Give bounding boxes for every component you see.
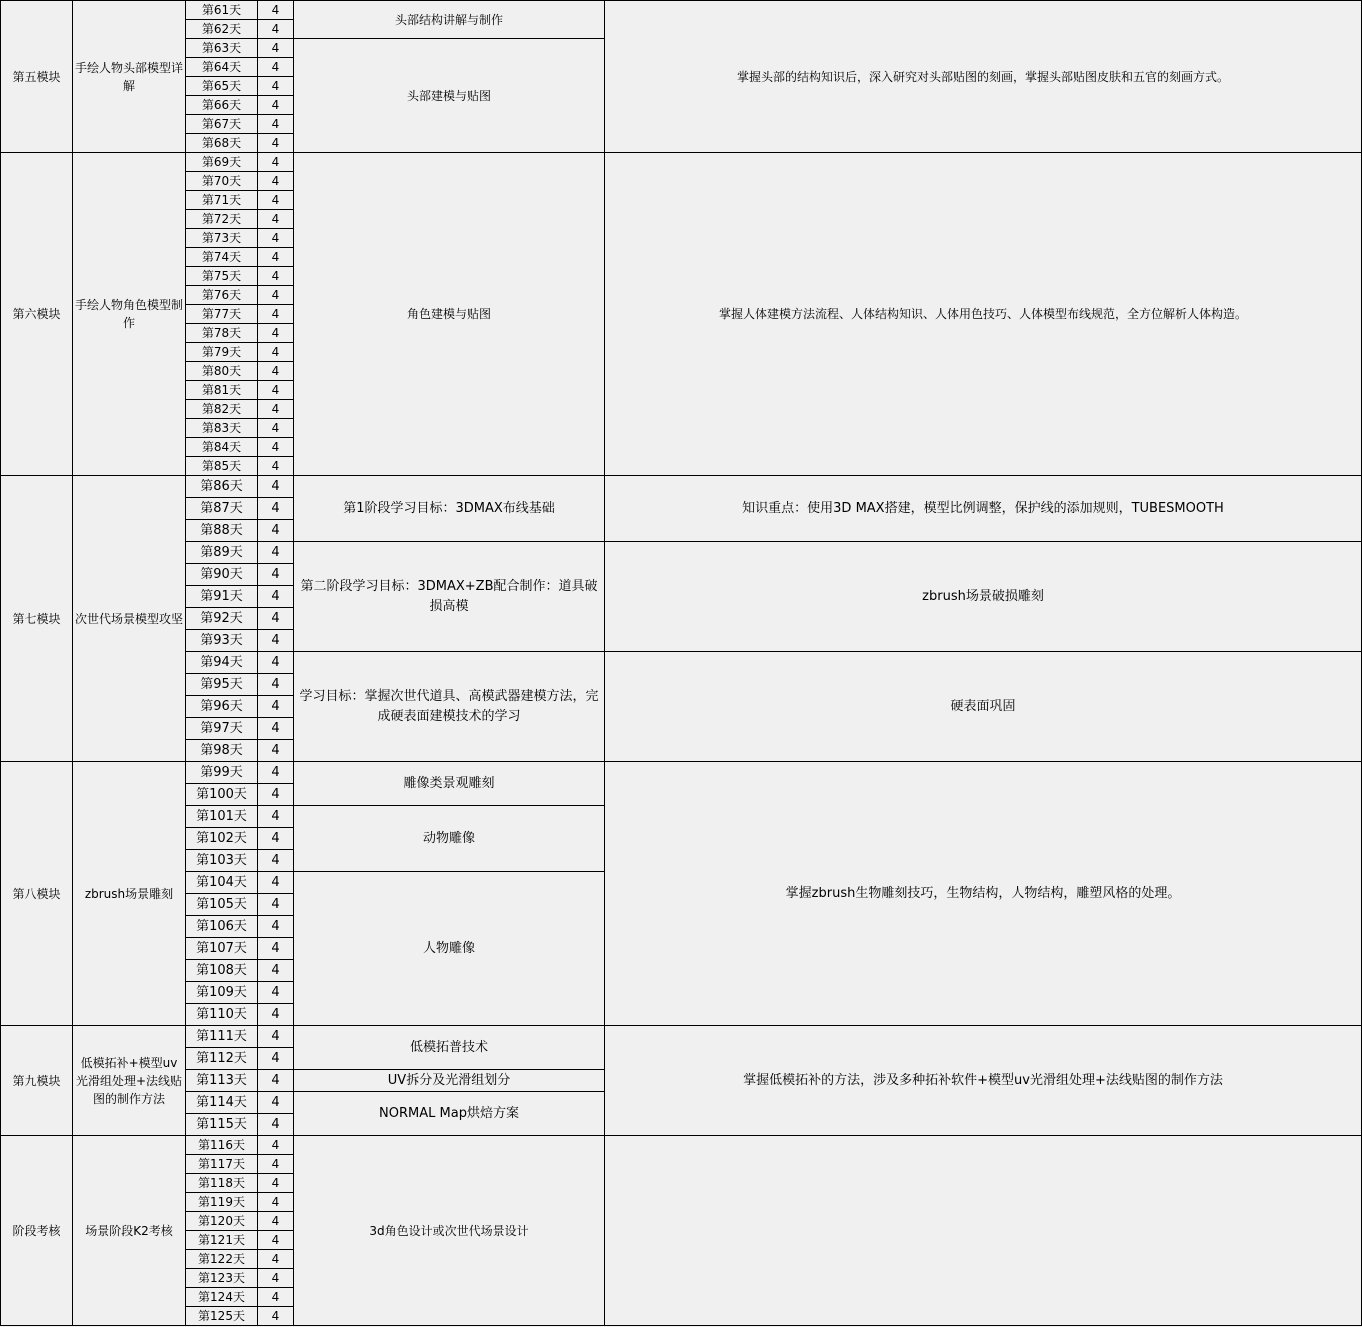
hours-cell: 4 [258, 674, 294, 696]
hours-cell: 4 [258, 153, 294, 172]
day-cell: 第82天 [186, 400, 258, 419]
hours-cell: 4 [258, 784, 294, 806]
day-cell: 第70天 [186, 172, 258, 191]
day-cell: 第96天 [186, 696, 258, 718]
goal-cell: 硬表面巩固 [605, 652, 1362, 762]
day-cell: 第95天 [186, 674, 258, 696]
goal-cell: 掌握人体建模方法流程、人体结构知识、人体用色技巧、人体模型布线规范，全方位解析人体构造。 [605, 153, 1362, 476]
day-cell: 第121天 [186, 1231, 258, 1250]
table-row [1, 153, 1362, 172]
module-name-cell: 第六模块 [1, 153, 73, 476]
hours-cell: 4 [258, 39, 294, 58]
day-cell: 第100天 [186, 784, 258, 806]
hours-cell: 4 [258, 381, 294, 400]
hours-cell: 4 [258, 172, 294, 191]
day-cell: 第65天 [186, 77, 258, 96]
hours-cell: 4 [258, 806, 294, 828]
table-row [1, 1136, 1362, 1155]
hours-cell: 4 [258, 267, 294, 286]
hours-cell: 4 [258, 362, 294, 381]
day-cell: 第123天 [186, 1269, 258, 1288]
day-cell: 第78天 [186, 324, 258, 343]
day-cell: 第86天 [186, 476, 258, 498]
goal-cell: 掌握低模拓补的方法，涉及多种拓补软件+模型uv光滑组处理+法线贴图的制作方法 [605, 1026, 1362, 1136]
day-cell: 第105天 [186, 894, 258, 916]
table-row [1, 1, 1362, 20]
hours-cell: 4 [258, 542, 294, 564]
topic-cell: 雕像类景观雕刻 [294, 762, 605, 806]
hours-cell: 4 [258, 20, 294, 39]
day-cell: 第112天 [186, 1048, 258, 1070]
hours-cell: 4 [258, 652, 294, 674]
day-cell: 第97天 [186, 718, 258, 740]
schedule-body [1, 1, 1362, 1326]
day-cell: 第109天 [186, 982, 258, 1004]
hours-cell: 4 [258, 1193, 294, 1212]
hours-cell: 4 [258, 1250, 294, 1269]
day-cell: 第72天 [186, 210, 258, 229]
hours-cell: 4 [258, 696, 294, 718]
course-title-cell: 手绘人物头部模型详解 [73, 1, 186, 153]
hours-cell: 4 [258, 1231, 294, 1250]
day-cell: 第114天 [186, 1092, 258, 1114]
hours-cell: 4 [258, 343, 294, 362]
hours-cell: 4 [258, 916, 294, 938]
day-cell: 第115天 [186, 1114, 258, 1136]
hours-cell: 4 [258, 938, 294, 960]
hours-cell: 4 [258, 1307, 294, 1326]
day-cell: 第102天 [186, 828, 258, 850]
hours-cell: 4 [258, 828, 294, 850]
goal-cell: 掌握头部的结构知识后，深入研究对头部贴图的刻画，掌握头部贴图皮肤和五官的刻画方式。 [605, 1, 1362, 153]
day-cell: 第63天 [186, 39, 258, 58]
day-cell: 第113天 [186, 1070, 258, 1092]
topic-cell: 学习目标：掌握次世代道具、高模武器建模方法，完成硬表面建模技术的学习 [294, 652, 605, 762]
day-cell: 第91天 [186, 586, 258, 608]
day-cell: 第81天 [186, 381, 258, 400]
day-cell: 第119天 [186, 1193, 258, 1212]
module-name-cell: 阶段考核 [1, 1136, 73, 1326]
module-name-cell: 第八模块 [1, 762, 73, 1026]
hours-cell: 4 [258, 520, 294, 542]
hours-cell: 4 [258, 718, 294, 740]
day-cell: 第108天 [186, 960, 258, 982]
topic-cell: 动物雕像 [294, 806, 605, 872]
day-cell: 第117天 [186, 1155, 258, 1174]
goal-cell: 知识重点：使用3D MAX搭建，模型比例调整，保护线的添加规则，TUBESMOOTH [605, 476, 1362, 542]
day-cell: 第75天 [186, 267, 258, 286]
topic-cell: 角色建模与贴图 [294, 153, 605, 476]
day-cell: 第84天 [186, 438, 258, 457]
hours-cell: 4 [258, 305, 294, 324]
day-cell: 第99天 [186, 762, 258, 784]
day-cell: 第124天 [186, 1288, 258, 1307]
hours-cell: 4 [258, 608, 294, 630]
course-title-cell: 低模拓补+模型uv光滑组处理+法线贴图的制作方法 [73, 1026, 186, 1136]
hours-cell: 4 [258, 1, 294, 20]
table-row [1, 652, 1362, 674]
table-row [1, 476, 1362, 498]
hours-cell: 4 [258, 1212, 294, 1231]
day-cell: 第118天 [186, 1174, 258, 1193]
day-cell: 第93天 [186, 630, 258, 652]
day-cell: 第88天 [186, 520, 258, 542]
hours-cell: 4 [258, 1136, 294, 1155]
hours-cell: 4 [258, 872, 294, 894]
module-name-cell: 第七模块 [1, 476, 73, 762]
hours-cell: 4 [258, 1048, 294, 1070]
topic-cell: 低模拓普技术 [294, 1026, 605, 1070]
hours-cell: 4 [258, 1155, 294, 1174]
day-cell: 第66天 [186, 96, 258, 115]
hours-cell: 4 [258, 1114, 294, 1136]
day-cell: 第92天 [186, 608, 258, 630]
hours-cell: 4 [258, 1092, 294, 1114]
hours-cell: 4 [258, 564, 294, 586]
day-cell: 第62天 [186, 20, 258, 39]
hours-cell: 4 [258, 229, 294, 248]
hours-cell: 4 [258, 476, 294, 498]
day-cell: 第94天 [186, 652, 258, 674]
hours-cell: 4 [258, 740, 294, 762]
table-row [1, 542, 1362, 564]
hours-cell: 4 [258, 1288, 294, 1307]
day-cell: 第67天 [186, 115, 258, 134]
hours-cell: 4 [258, 1269, 294, 1288]
hours-cell: 4 [258, 960, 294, 982]
day-cell: 第90天 [186, 564, 258, 586]
table-row [1, 762, 1362, 784]
hours-cell: 4 [258, 498, 294, 520]
topic-cell: 头部结构讲解与制作 [294, 1, 605, 39]
hours-cell: 4 [258, 400, 294, 419]
day-cell: 第64天 [186, 58, 258, 77]
hours-cell: 4 [258, 586, 294, 608]
day-cell: 第80天 [186, 362, 258, 381]
course-title-cell: 场景阶段K2考核 [73, 1136, 186, 1326]
hours-cell: 4 [258, 762, 294, 784]
goal-cell [605, 1136, 1362, 1326]
hours-cell: 4 [258, 438, 294, 457]
day-cell: 第125天 [186, 1307, 258, 1326]
hours-cell: 4 [258, 134, 294, 153]
hours-cell: 4 [258, 457, 294, 476]
day-cell: 第103天 [186, 850, 258, 872]
goal-cell: 掌握zbrush生物雕刻技巧，生物结构，人物结构，雕塑风格的处理。 [605, 762, 1362, 1026]
topic-cell: 3d角色设计或次世代场景设计 [294, 1136, 605, 1326]
hours-cell: 4 [258, 58, 294, 77]
hours-cell: 4 [258, 894, 294, 916]
day-cell: 第98天 [186, 740, 258, 762]
hours-cell: 4 [258, 324, 294, 343]
topic-cell: UV拆分及光滑组划分 [294, 1070, 605, 1092]
hours-cell: 4 [258, 1070, 294, 1092]
day-cell: 第74天 [186, 248, 258, 267]
topic-cell: 第1阶段学习目标：3DMAX布线基础 [294, 476, 605, 542]
hours-cell: 4 [258, 1004, 294, 1026]
hours-cell: 4 [258, 191, 294, 210]
day-cell: 第71天 [186, 191, 258, 210]
day-cell: 第122天 [186, 1250, 258, 1269]
day-cell: 第89天 [186, 542, 258, 564]
hours-cell: 4 [258, 419, 294, 438]
hours-cell: 4 [258, 96, 294, 115]
day-cell: 第107天 [186, 938, 258, 960]
topic-cell: 头部建模与贴图 [294, 39, 605, 153]
hours-cell: 4 [258, 248, 294, 267]
day-cell: 第77天 [186, 305, 258, 324]
hours-cell: 4 [258, 210, 294, 229]
hours-cell: 4 [258, 286, 294, 305]
day-cell: 第111天 [186, 1026, 258, 1048]
day-cell: 第85天 [186, 457, 258, 476]
course-title-cell: zbrush场景雕刻 [73, 762, 186, 1026]
topic-cell: 人物雕像 [294, 872, 605, 1026]
module-name-cell: 第九模块 [1, 1026, 73, 1136]
hours-cell: 4 [258, 850, 294, 872]
day-cell: 第76天 [186, 286, 258, 305]
topic-cell: NORMAL Map烘焙方案 [294, 1092, 605, 1136]
day-cell: 第73天 [186, 229, 258, 248]
hours-cell: 4 [258, 982, 294, 1004]
hours-cell: 4 [258, 1174, 294, 1193]
hours-cell: 4 [258, 630, 294, 652]
course-title-cell: 次世代场景模型攻坚 [73, 476, 186, 762]
day-cell: 第87天 [186, 498, 258, 520]
hours-cell: 4 [258, 77, 294, 96]
hours-cell: 4 [258, 115, 294, 134]
hours-cell: 4 [258, 1026, 294, 1048]
course-title-cell: 手绘人物角色模型制作 [73, 153, 186, 476]
topic-cell: 第二阶段学习目标：3DMAX+ZB配合制作：道具破损高模 [294, 542, 605, 652]
day-cell: 第104天 [186, 872, 258, 894]
day-cell: 第120天 [186, 1212, 258, 1231]
day-cell: 第69天 [186, 153, 258, 172]
day-cell: 第79天 [186, 343, 258, 362]
table-row [1, 1026, 1362, 1048]
day-cell: 第106天 [186, 916, 258, 938]
module-name-cell: 第五模块 [1, 1, 73, 153]
goal-cell: zbrush场景破损雕刻 [605, 542, 1362, 652]
day-cell: 第110天 [186, 1004, 258, 1026]
day-cell: 第101天 [186, 806, 258, 828]
day-cell: 第116天 [186, 1136, 258, 1155]
day-cell: 第68天 [186, 134, 258, 153]
day-cell: 第61天 [186, 1, 258, 20]
day-cell: 第83天 [186, 419, 258, 438]
